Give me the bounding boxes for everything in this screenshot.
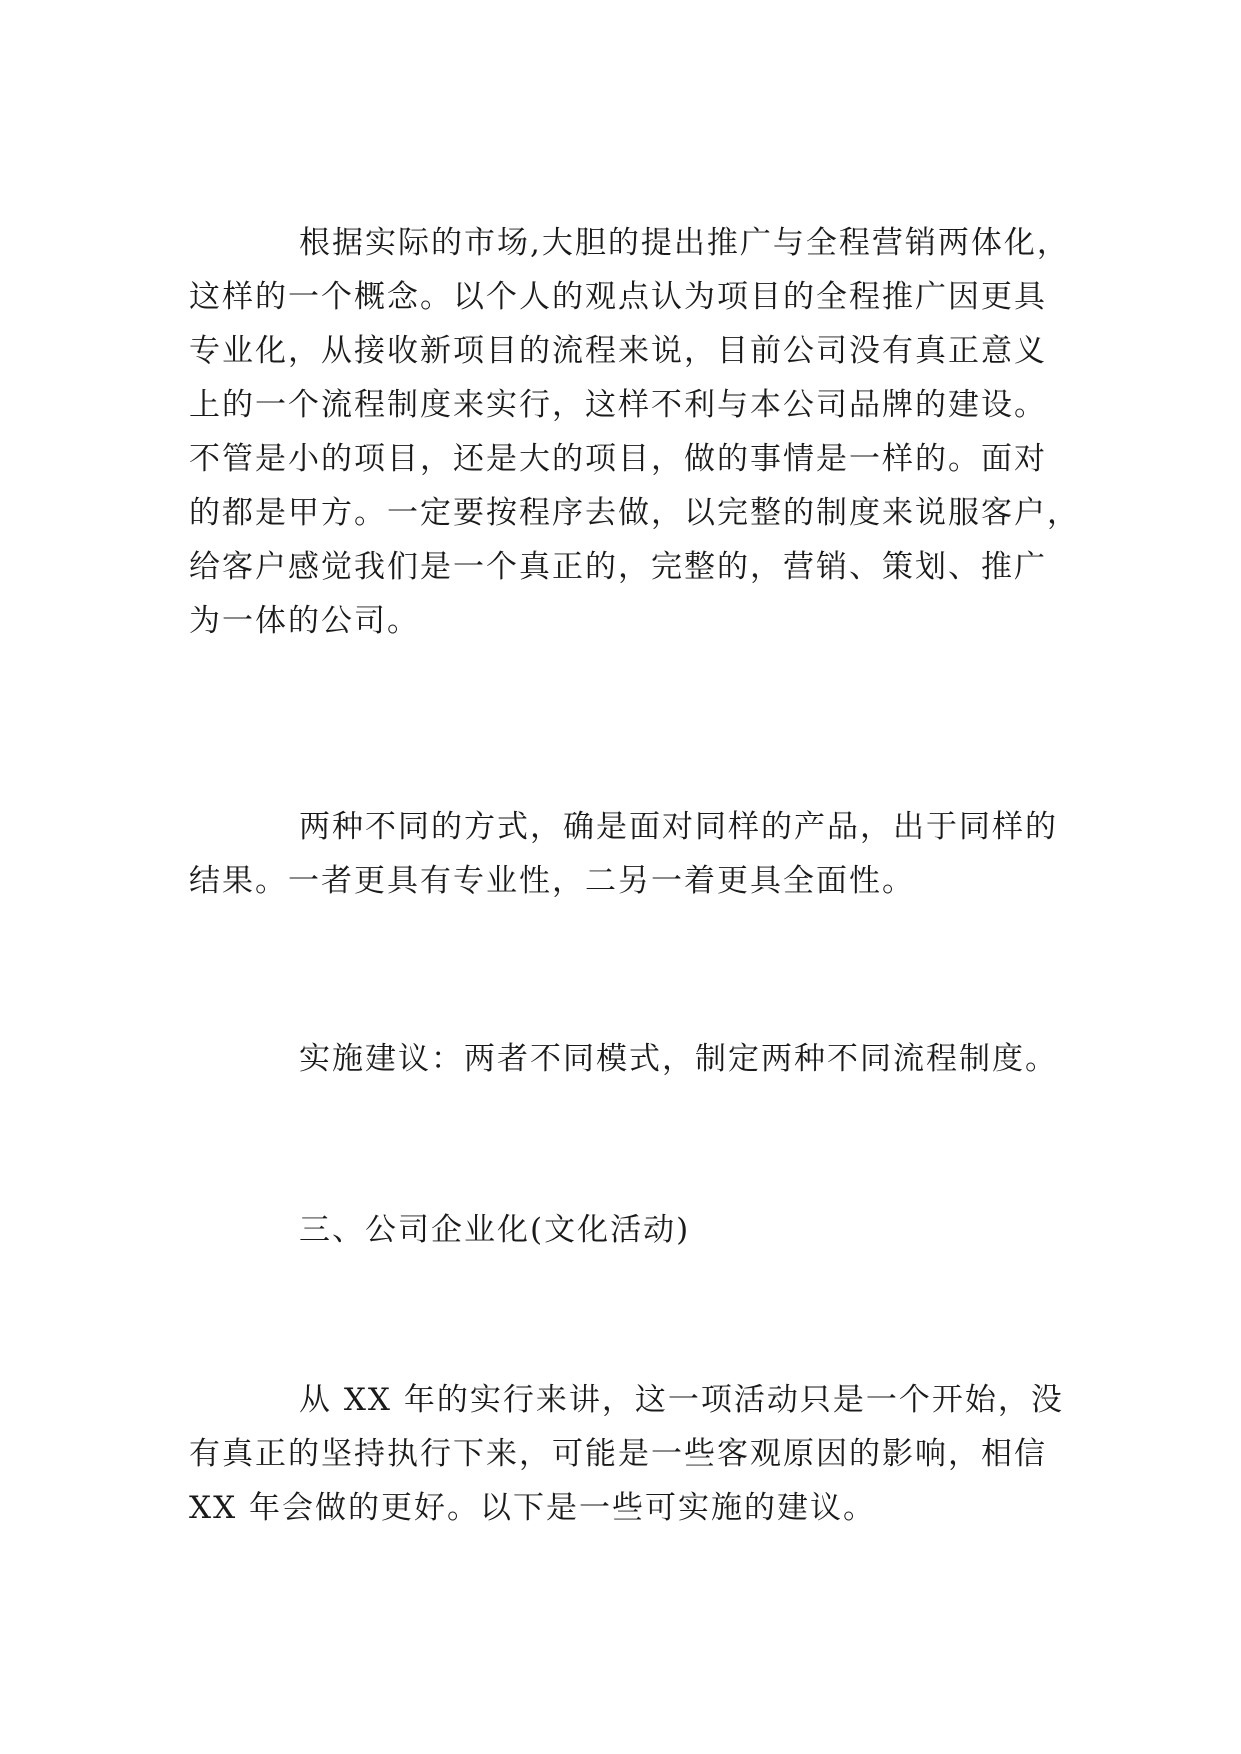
text-line: 不管是小的项目，还是大的项目，做的事情是一样的。面对 xyxy=(189,441,1047,477)
text-line: 专业化，从接收新项目的流程来说，目前公司没有真正意义 xyxy=(189,333,1047,369)
text-line: 给客户感觉我们是一个真正的，完整的，营销、策划、推广 xyxy=(189,549,1047,585)
text-line: 实施建议：两者不同模式，制定两种不同流程制度。 xyxy=(299,1041,1058,1077)
text-line: 这样的一个概念。以个人的观点认为项目的全程推广因更具 xyxy=(189,279,1047,315)
text-line: 有真正的坚持执行下来，可能是一些客观原因的影响，相信 xyxy=(189,1436,1047,1472)
text-line: 两种不同的方式，确是面对同样的产品，出于同样的 xyxy=(299,809,1058,845)
text-line: 结果。一者更具有专业性，二另一着更具全面性。 xyxy=(189,863,915,899)
text-line: 根据实际的市场,大胆的提出推广与全程营销两体化， xyxy=(299,225,1070,261)
paragraph-implementation-advice xyxy=(189,1032,1089,1086)
text-line: 的都是甲方。一定要按程序去做，以完整的制度来说服客户， xyxy=(189,495,1080,531)
section-heading: 三、公司企业化(文化活动) xyxy=(299,1212,691,1248)
text-line: XX 年会做的更好。以下是一些可实施的建议。 xyxy=(189,1490,876,1526)
paragraph-two-methods xyxy=(189,800,1089,908)
text-line: 从 XX 年的实行来讲，这一项活动只是一个开始，没 xyxy=(299,1382,1064,1418)
text-line: 为一体的公司。 xyxy=(189,603,420,639)
section-heading-corporate-culture xyxy=(189,1203,1089,1257)
paragraph-activity-review xyxy=(189,1373,1089,1535)
text-line: 上的一个流程制度来实行，这样不利与本公司品牌的建设。 xyxy=(189,387,1047,423)
paragraph-market-strategy xyxy=(189,216,1089,648)
